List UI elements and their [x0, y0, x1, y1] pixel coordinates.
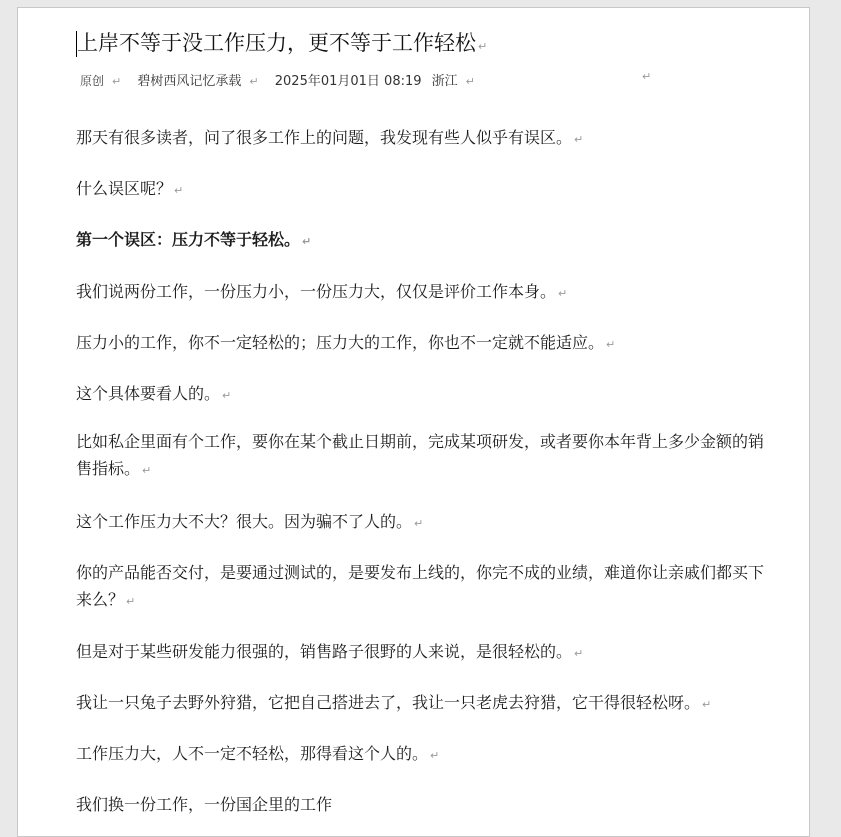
paragraph [76, 175, 766, 204]
publish-datetime [275, 74, 481, 89]
article-meta [80, 71, 487, 92]
paragraph-mark-icon: ↵ [302, 235, 312, 248]
paragraph-text: 这个工作压力大不大？很大。因为骗不了人的。 [76, 512, 413, 531]
paragraph [76, 740, 766, 769]
paragraph-text: 比如私企里面有个工作，要你在某个截止日期前，完成某项研发，或者要你本年背上多少金额的销售指标。 [76, 432, 765, 478]
paragraph [76, 508, 766, 537]
paragraph-mark-icon: ↵ [574, 647, 584, 660]
paragraph-mark-icon: ↵ [222, 389, 232, 402]
paragraph-mark-icon: ↵ [642, 70, 652, 83]
paragraph-mark-icon: ↵ [430, 749, 440, 762]
paragraph-mark-icon: ↵ [558, 287, 568, 300]
paragraph-mark-icon: ↵ [478, 40, 488, 53]
paragraph [76, 124, 766, 153]
paragraph-mark-icon: ↵ [142, 464, 152, 477]
paragraph-text: 压力小的工作，你不一定轻松的；压力大的工作，你也不一定就不能适应。 [76, 333, 605, 352]
paragraph [76, 638, 766, 667]
paragraph-text: 你的产品能否交付，是要通过测试的，是要发布上线的，你完不成的业绩，难道你让亲戚们都买下来么？ [76, 563, 765, 609]
paragraph-text: 我让一只兔子去野外狩猎，它把自己搭进去了，我让一只老虎去狩猎，它干得很轻松呀。 [76, 693, 701, 712]
paragraph-mark-icon: ↵ [112, 75, 122, 88]
paragraph-mark-icon: ↵ [174, 184, 184, 197]
article-title-text: 上岸不等于没工作压力，更不等于工作轻松 [77, 31, 476, 55]
publish-datetime-label: 2025年01月01日 08:19 [274, 74, 422, 89]
paragraph-text: 这个具体要看人的。 [76, 384, 221, 403]
paragraph-text: 工作压力大，人不一定不轻松，那得看这个人的。 [76, 744, 429, 763]
paragraph-mark-icon: ↵ [702, 698, 712, 711]
paragraph-mark-icon: ↵ [126, 595, 136, 608]
paragraph-text: 但是对于某些研发能力很强的，销售路子很野的人来说，是很轻松的。 [76, 642, 573, 661]
paragraph [76, 689, 766, 718]
paragraph [76, 428, 766, 484]
paragraph [76, 791, 766, 818]
original-tag-label: 原创 [80, 74, 105, 88]
article-title[interactable] [77, 28, 487, 62]
paragraph-mark-icon: ↵ [606, 338, 616, 351]
paragraph-text: 我们说两份工作，一份压力小，一份压力大，仅仅是评价工作本身。 [76, 282, 557, 301]
paragraph-mark-icon: ↵ [574, 133, 584, 146]
paragraph-text: 我们换一份工作，一份国企里的工作 [76, 795, 333, 814]
paragraph-text: 什么误区呢？ [76, 179, 173, 198]
original-tag [80, 74, 127, 88]
paragraph-mark-icon: ↵ [465, 75, 475, 88]
publish-location: 浙江 [431, 74, 458, 89]
author-name-label: 碧树西风记忆承载 [137, 74, 242, 89]
section-heading-text: 第一个误区：压力不等于轻松。 [76, 230, 301, 249]
paragraph-text: 那天有很多读者，问了很多工作上的问题，我发现有些人似乎有误区。 [76, 128, 573, 147]
paragraph [76, 329, 766, 358]
document-page[interactable] [17, 7, 810, 837]
paragraph [76, 559, 766, 615]
section-heading [76, 226, 766, 255]
paragraph-mark-icon: ↵ [249, 75, 259, 88]
paragraph-mark-icon: ↵ [414, 517, 424, 530]
paragraph [76, 278, 766, 307]
paragraph [76, 380, 766, 409]
author-name[interactable] [137, 74, 264, 89]
